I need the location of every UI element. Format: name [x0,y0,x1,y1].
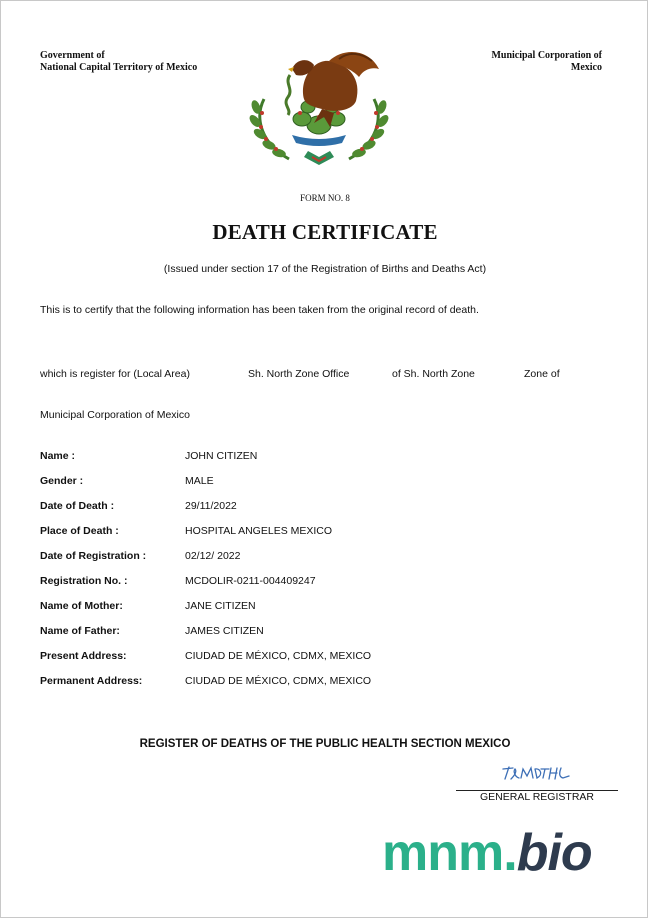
register-zone: of Sh. North Zone [392,368,475,380]
mnm-bio-watermark [382,823,592,883]
date-of-registration-value: 02/12/ 2022 [185,550,241,562]
mother-name-label: Name of Mother: [40,600,123,612]
place-of-death-value: HOSPITAL ANGELES MEXICO [185,525,333,537]
mexican-coat-of-arms-icon [244,39,394,169]
mother-name-value: JANE CITIZEN [185,600,256,612]
certify-statement: This is to certify that the following information has been taken from the original record of death. [40,304,479,316]
name-value: JOHN CITIZEN [185,450,258,462]
form-number: FORM NO. 8 [300,193,350,203]
father-name-value: JAMES CITIZEN [185,625,264,637]
father-name-label: Name of Father: [40,625,120,637]
name-label: Name : [40,450,76,462]
gender-label: Gender : [40,475,84,487]
registration-number-value: MCDOLIR-0211-004409247 [185,575,316,587]
watermark-part2: bio [516,824,592,882]
date-of-registration-label: Date of Registration : [40,550,147,562]
place-of-death-label: Place of Death : [40,525,119,537]
present-address-value: CIUDAD DE MÉXICO, CDMX, MEXICO [185,650,372,662]
registration-number-label: Registration No. : [40,575,128,587]
municipal-corporation-line: Municipal Corporation of Mexico [40,409,190,421]
permanent-address-label: Permanent Address: [40,675,143,687]
register-local-area: which is register for (Local Area) [40,368,190,380]
watermark-part1: mnm. [382,824,517,882]
register-zone-office: Sh. North Zone Office [248,368,350,380]
issuer-left-line2: National Capital Territory of Mexico [40,62,198,73]
present-address-label: Present Address: [40,650,127,662]
issued-under-text: (Issued under section 17 of the Registration of Births and Deaths Act) [163,263,487,275]
certificate-title: DEATH CERTIFICATE [212,220,438,244]
register-zone-of: Zone of [524,368,560,380]
issuer-right [491,50,602,74]
issuer-right-line2: Mexico [570,62,602,73]
gender-value: MALE [185,475,214,487]
date-of-death-label: Date of Death : [40,500,115,512]
issuer-left [40,50,197,74]
date-of-death-value: 29/11/2022 [185,500,237,512]
register-of-deaths-title: REGISTER OF DEATHS OF THE PUBLIC HEALTH SECTION MEXICO [139,738,511,750]
general-registrar-label: GENERAL REGISTRAR [480,791,594,803]
registrar-signature [501,763,573,785]
issuer-left-line1: Government of [40,50,105,61]
permanent-address-value: CIUDAD DE MÉXICO, CDMX, MEXICO [185,675,372,687]
issuer-right-line1: Municipal Corporation of [491,50,602,61]
